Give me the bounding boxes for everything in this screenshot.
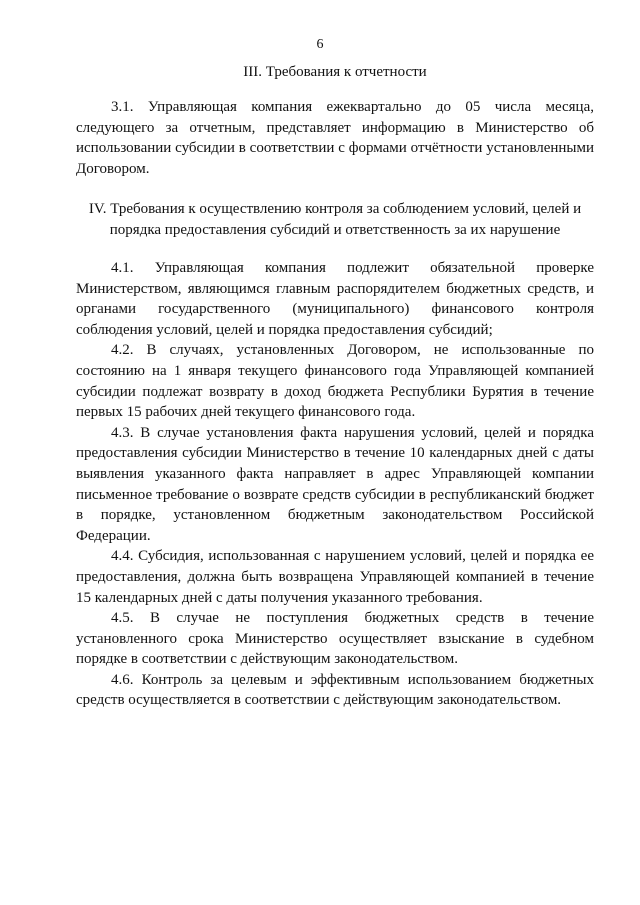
section-3-body (76, 97, 594, 179)
section-4-title (76, 199, 594, 241)
paragraph-4-5: 4.5. В случае не поступления бюджетных средств в течение установленного срока Министерство осуществляет взыскание в судебном порядке в соответствии с действующим законодательством. (76, 610, 594, 668)
paragraph-4-4: 4.4. Субсидия, использованная с нарушением условий, целей и порядка ее предоставления, должна быть возвращена Управляющей компанией в течение 15 календарных дней с даты получения указанного требования. (76, 548, 594, 606)
paragraph-4-6: 4.6. Контроль за целевым и эффективным использованием бюджетных средств осуществляется в соответствии с действующим законодательством. (76, 671, 594, 709)
page-number: 6 (316, 37, 324, 52)
paragraph-4-2: 4.2. В случаях, установленных Договором, не использованные по состоянию на 1 января текущего финансового года Управляющей компанией субсидии подлежат возврату в доход бюджета Республики Бурятия в течение первых 15 рабочих дней текущего финансового года. (76, 342, 594, 421)
paragraph-3-1: 3.1. Управляющая компания ежеквартально до 05 числа месяца, следующего за отчетным, представляет информацию в Министерство об использовании субсидии в соответствии с формами отчётности установленными Договором. (76, 99, 594, 177)
paragraph-4-3: 4.3. В случае установления факта нарушения условий, целей и порядка предоставления субсидии Министерство в течение 10 календарных дней с даты выявления указанного факта направляет в адрес Управляющей компании письменное требование о возврате средств субсидии в республиканский бюджет в порядке, установленном бюджетным законодательством Российской Федерации. (76, 424, 594, 544)
paragraph-4-1: 4.1. Управляющая компания подлежит обязательной проверке Министерством, являющимся главным распорядителем бюджетных средств, и органами государственного (муниципального) финансового контроля соблюдения условий, целей и порядка предоставления субсидий; (76, 260, 594, 338)
section-4-body (76, 258, 594, 711)
section-4-title-line-1: IV. Требования к осуществлению контроля за соблюдением условий, целей и (88, 201, 582, 217)
section-3-title: III. Требования к отчетности (243, 64, 427, 80)
section-4-title-line-2: порядка предоставления субсидий и ответственность за их нарушение (109, 222, 561, 238)
